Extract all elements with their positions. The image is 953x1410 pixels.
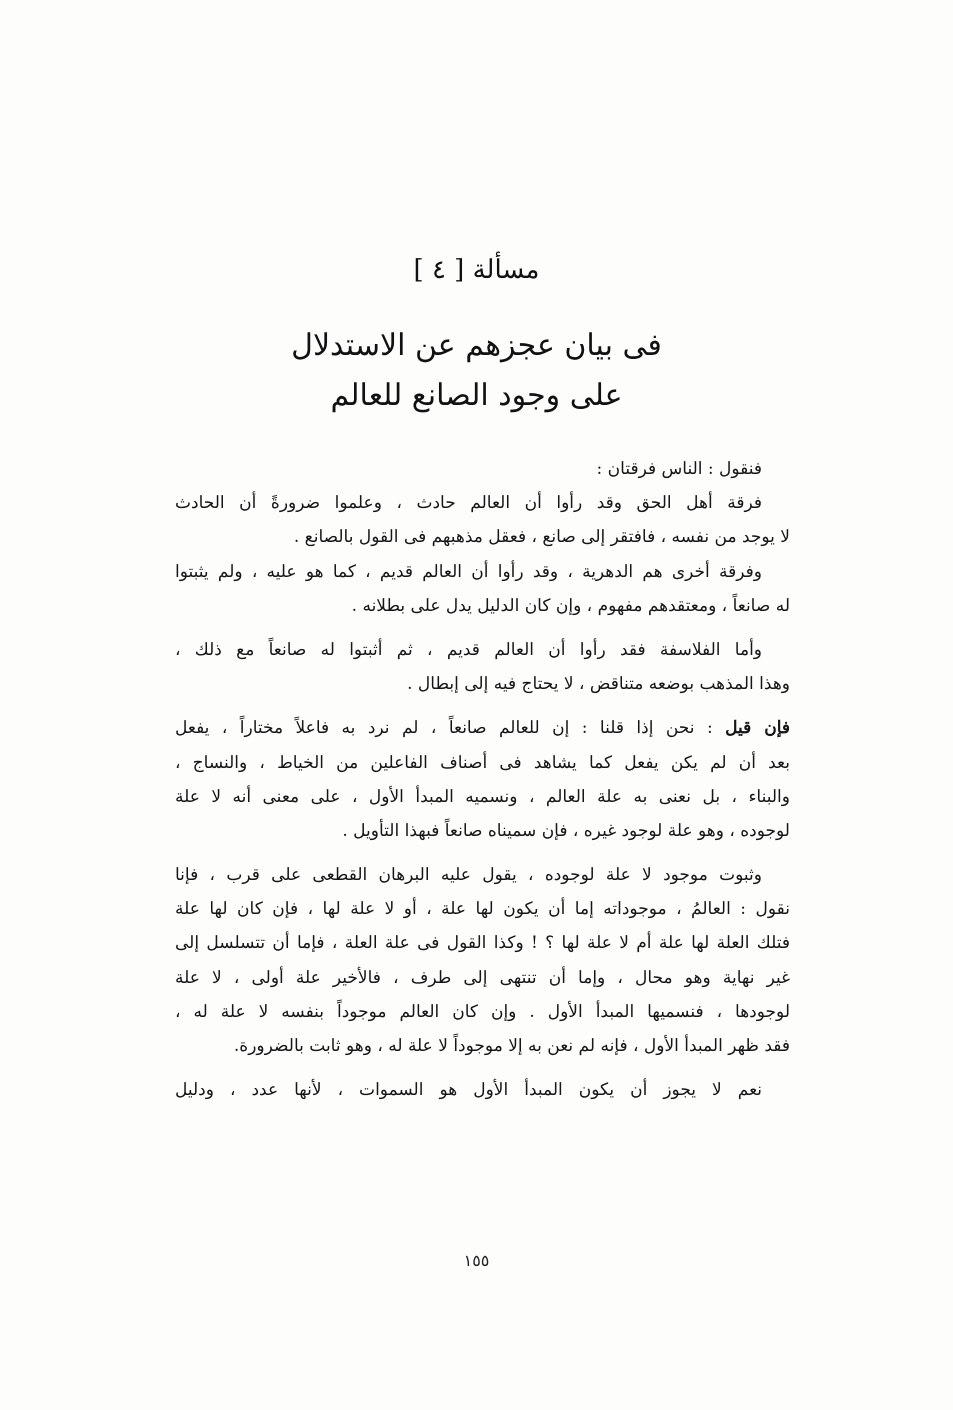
text-line: وأما الفلاسفة فقد رأوا أن العالم قديم ، ثم أثبتوا له صانعاً مع ذلك ،: [175, 639, 762, 660]
body-text: [175, 452, 790, 1107]
text-line: والبناء ، بل نعنى به علة العالم ، ونسميه المبدأ الأول ، على معنى أنه لا علة: [175, 786, 790, 807]
text-line: وفرقة أخرى هم الدهرية ، وقد رأوا أن العالم قديم ، كما هو عليه ، ولم يثبتوا: [175, 561, 762, 582]
issue-heading: مسألة [ ٤ ]: [413, 255, 540, 285]
text-line: بعد أن لم يكن يفعل كما يشاهد فى أصناف الفاعلين من الخياط ، والنساج ،: [175, 752, 790, 773]
text-line: نقول : العالمُ ، موجوداته إما أن يكون لها علة ، أو لا علة لها ، فإن كان لها علة: [175, 899, 790, 920]
text-line: فقد ظهر المبدأ الأول ، فإنه لم نعن به إلا موجوداً لا علة له ، وهو ثابت بالضرورة.: [233, 1036, 790, 1056]
text-line: فتلك العلة لها علة أم لا علة لها ؟ ! وكذا القول فى علة العلة ، فإما أن تتسلسل إلى: [175, 933, 790, 954]
text-line: وثبوت موجود لا علة لوجوده ، يقول عليه البرهان القطعى على قرب ، فإنا: [175, 865, 762, 886]
chapter-title-line-1: فى بيان عجزهم عن الاستدلال: [291, 328, 662, 363]
text-line: فرقة أهل الحق وقد رأوا أن العالم حادث ، وعلموا ضرورةً أن الحادث: [175, 493, 762, 514]
text-line: [175, 711, 790, 745]
objection-lead: فإن قيل: [725, 718, 790, 739]
text-line: غير نهاية وهو محال ، وإما أن تنتهى إلى طرف ، فالأخير علة أولى ، لا علة: [175, 967, 790, 988]
text-line: له صانعاً ، ومعتقدهم مفهوم ، وإن كان الدليل يدل على بطلانه .: [351, 595, 790, 616]
objection-text: : نحن إذا قلنا : إن للعالم صانعاً ، لم نرد به فاعلاً مختاراً ، يفعل: [175, 718, 726, 739]
text-line: فنقول : الناس فرقتان :: [596, 459, 762, 479]
text-line: وهذا المذهب بوضعه متناقض ، لا يحتاج فيه إلى إبطال .: [407, 674, 790, 695]
chapter-title-line-2: على وجود الصانع للعالم: [330, 378, 623, 413]
page-number: ١٥٥: [463, 1251, 490, 1270]
text-line: لوجودها ، فنسميها المبدأ الأول . وإن كان العالم موجوداً بنفسه لا علة له ،: [175, 1001, 790, 1022]
text-line: لوجوده ، وهو علة لوجود غيره ، فإن سميناه صانعاً فبهذا التأويل .: [342, 820, 790, 841]
text-line: لا يوجد من نفسه ، فافتقر إلى صانع ، فعقل مذهبهم فى القول بالصانع .: [293, 527, 790, 548]
text-line: نعم لا يجوز أن يكون المبدأ الأول هو السموات ، لأنها عدد ، ودليل: [175, 1080, 762, 1101]
